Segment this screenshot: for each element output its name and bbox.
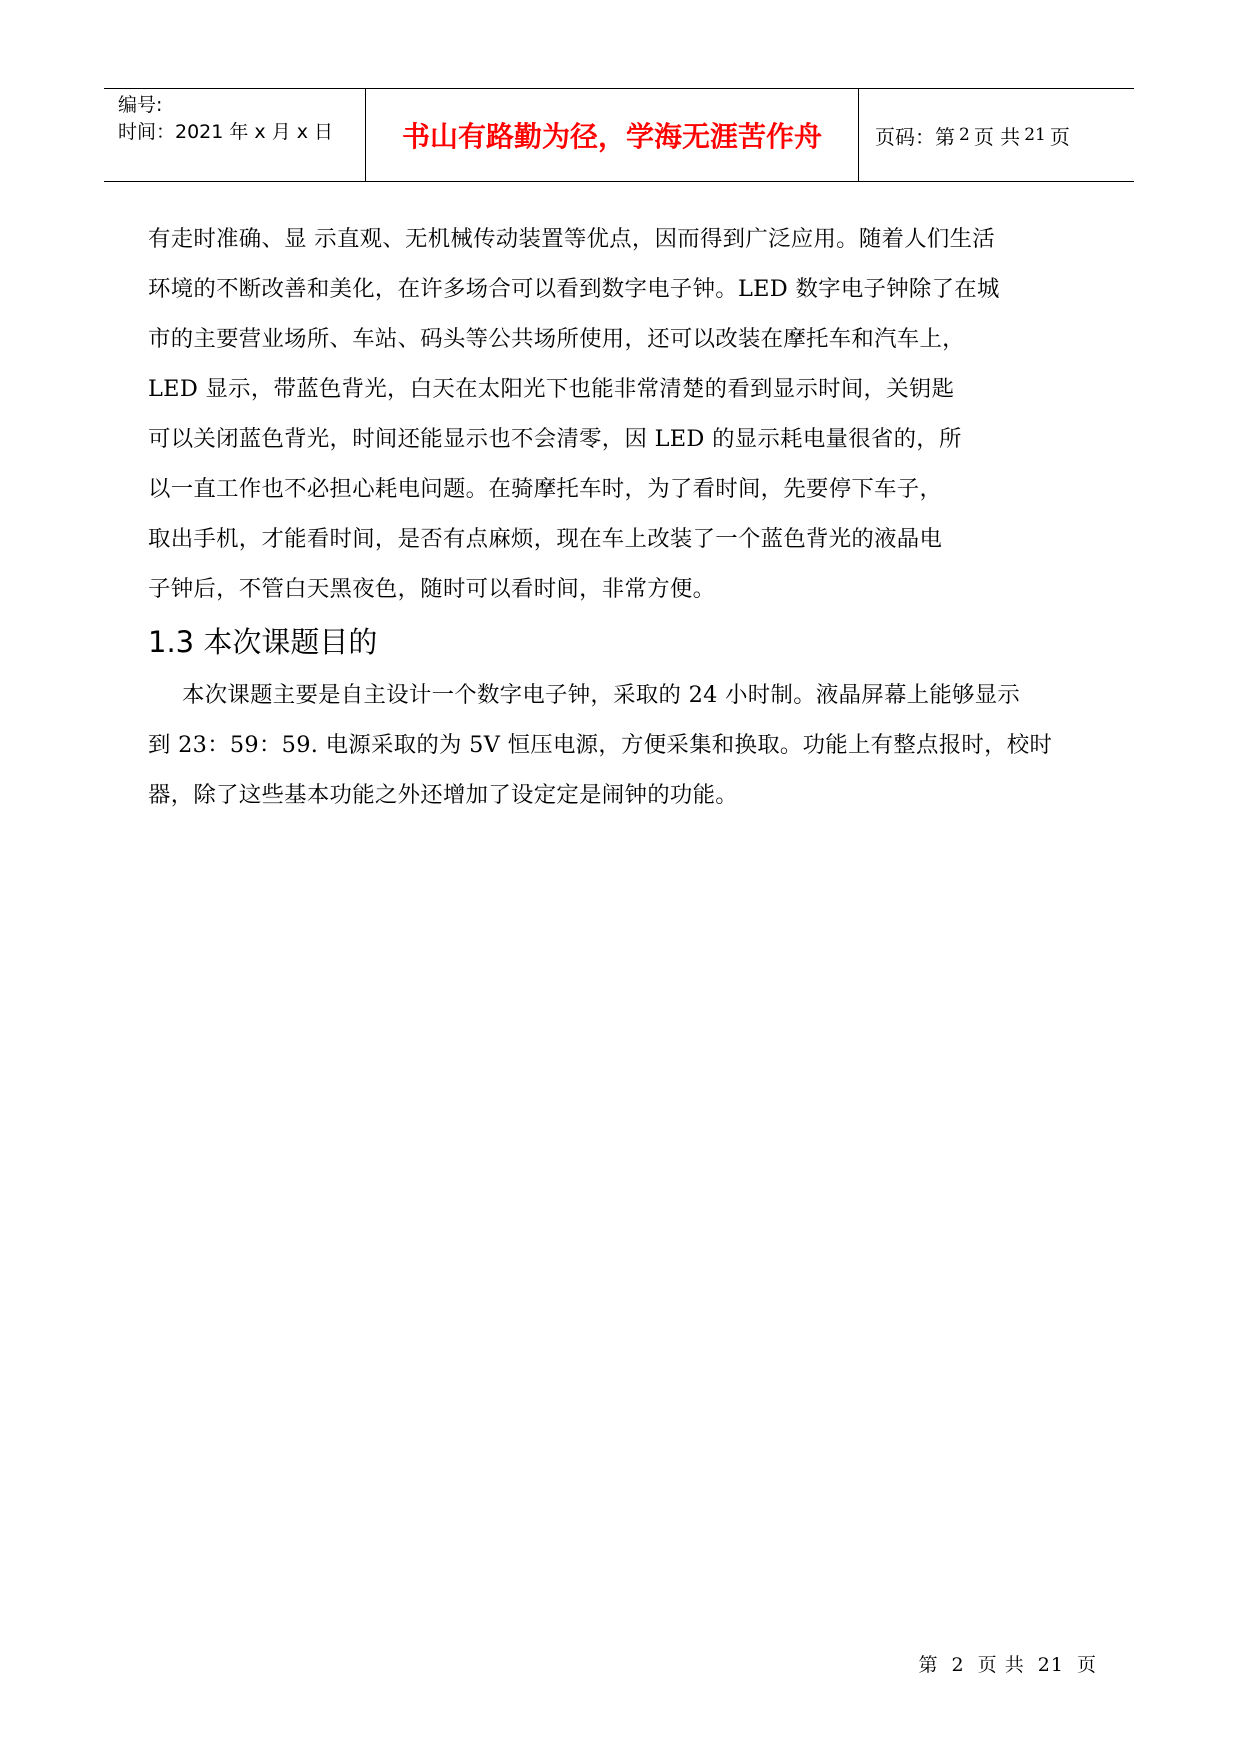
paragraph-line: LED 显示，带蓝色背光，白天在太阳光下也能非常清楚的看到显示时间，关钥匙 bbox=[148, 376, 955, 402]
footer-page-prefix: 第 bbox=[918, 1654, 939, 1676]
section-heading: 1.3 本次课题目的 bbox=[148, 625, 378, 659]
header-slogan: 书山有路勤为径，学海无涯苦作舟 bbox=[401, 120, 822, 153]
header-meta-cell bbox=[104, 89, 366, 181]
paragraph-line: 器，除了这些基本功能之外还增加了设定定是闹钟的功能。 bbox=[148, 782, 738, 808]
paragraph-line: 有走时准确、显 示直观、无机械传动装置等优点，因而得到广泛应用。随着人们生活 bbox=[148, 226, 995, 252]
header-page-current: 2 bbox=[959, 125, 970, 145]
footer-page-current: 2 bbox=[951, 1654, 965, 1676]
page-header bbox=[104, 88, 1134, 182]
header-page-suffix: 页 bbox=[1049, 124, 1070, 149]
footer-page-mid: 页 共 bbox=[977, 1654, 1025, 1676]
header-slogan-cell bbox=[366, 89, 859, 181]
paragraph-line: 以一直工作也不必担心耗电问题。在骑摩托车时，为了看时间，先要停下车子， bbox=[148, 476, 943, 502]
paragraph-line: 本次课题主要是自主设计一个数字电子钟，采取的 24 小时制。液晶屏幕上能够显示 bbox=[182, 682, 1021, 708]
document-body bbox=[148, 214, 1108, 820]
header-page-total: 21 bbox=[1024, 125, 1046, 145]
footer-page-total: 21 bbox=[1037, 1654, 1064, 1676]
paragraph-line: 环境的不断改善和美化，在许多场合可以看到数字电子钟。LED 数字电子钟除了在城 bbox=[148, 276, 1000, 302]
page-footer bbox=[918, 1650, 1097, 1677]
header-page-mid: 页 共 bbox=[973, 124, 1021, 149]
document-date-label: 时间：2021 年 x 月 x 日 bbox=[118, 121, 334, 143]
paragraph-line: 取出手机，才能看时间，是否有点麻烦，现在车上改装了一个蓝色背光的液晶电 bbox=[148, 526, 943, 552]
paragraph-intro bbox=[148, 214, 1108, 614]
header-page-cell bbox=[859, 89, 1134, 181]
paragraph-line: 子钟后，不管白天黑夜色，随时可以看时间，非常方便。 bbox=[148, 576, 716, 602]
paragraph-line: 到 23：59：59. 电源采取的为 5V 恒压电源，方便采集和换取。功能上有整点报时，校时 bbox=[148, 732, 1053, 758]
paragraph-purpose bbox=[148, 670, 1108, 820]
footer-page-suffix: 页 bbox=[1076, 1654, 1097, 1676]
document-number-label: 编号: bbox=[118, 94, 163, 116]
paragraph-line: 可以关闭蓝色背光，时间还能显示也不会清零，因 LED 的显示耗电量很省的，所 bbox=[148, 426, 962, 452]
paragraph-line: 市的主要营业场所、车站、码头等公共场所使用，还可以改装在摩托车和汽车上， bbox=[148, 326, 965, 352]
header-page-prefix: 页码：第 bbox=[875, 124, 955, 149]
